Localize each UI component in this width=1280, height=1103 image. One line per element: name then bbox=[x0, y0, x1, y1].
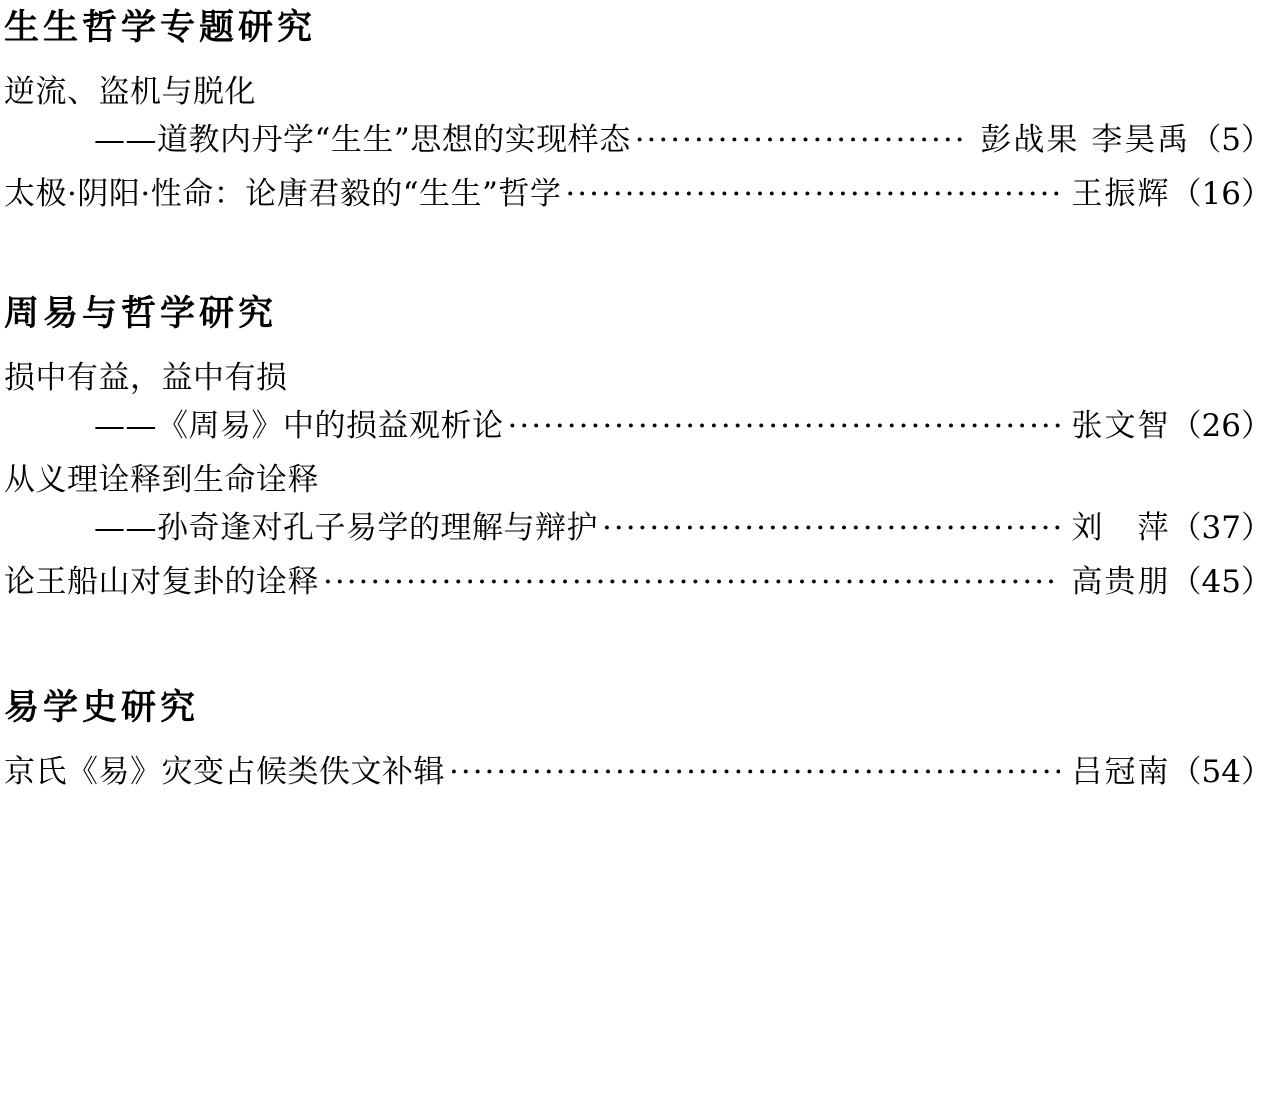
entry-authors: 高贵朋 bbox=[1071, 563, 1171, 600]
section-heading: 易学史研究 bbox=[4, 686, 200, 728]
entry-authors: 吕冠南 bbox=[1071, 753, 1171, 790]
toc-entry[interactable] bbox=[4, 68, 1272, 164]
entry-title-line1: 从义理诠释到生命诠释 bbox=[4, 461, 319, 498]
toc-entry[interactable] bbox=[4, 354, 1272, 450]
dot-leader bbox=[449, 748, 1060, 796]
entry-page-number: （37） bbox=[1170, 509, 1272, 546]
section-heading: 周易与哲学研究 bbox=[4, 292, 278, 334]
toc-entry[interactable] bbox=[4, 558, 1272, 606]
entry-page-number: （16） bbox=[1170, 175, 1272, 212]
entry-title-line1: 太极·阴阳·性命：论唐君毅的“生生”哲学 bbox=[4, 175, 562, 212]
toc-section-yixueshi bbox=[4, 686, 1272, 796]
entry-authors: 王振辉 bbox=[1071, 175, 1171, 212]
entry-single-line-row bbox=[4, 558, 1272, 606]
entry-page-number: （26） bbox=[1170, 407, 1272, 444]
dot-leader bbox=[508, 402, 1060, 450]
toc-section-zhouyi bbox=[4, 292, 1272, 606]
entry-title-line1: 损中有益，益中有损 bbox=[4, 359, 288, 396]
entry-authors: 张文智 bbox=[1071, 407, 1171, 444]
entry-page-number: （54） bbox=[1170, 753, 1272, 790]
entry-title-line1: 逆流、盗机与脱化 bbox=[4, 73, 256, 110]
entry-single-line-row bbox=[4, 170, 1272, 218]
dot-leader bbox=[565, 170, 1059, 218]
dot-leader bbox=[602, 504, 1060, 552]
section-spacer bbox=[4, 612, 1272, 686]
entry-page-number: （45） bbox=[1170, 563, 1272, 600]
dot-leader bbox=[635, 116, 969, 164]
toc-entry[interactable] bbox=[4, 170, 1272, 218]
entry-title-line2: ——道教内丹学“生生”思想的实现样态 bbox=[94, 121, 631, 158]
entry-authors: 彭战果 李昊禹 bbox=[980, 121, 1191, 158]
entry-authors: 刘 萍 bbox=[1071, 509, 1171, 546]
entry-title-line1: 论王船山对复卦的诠释 bbox=[4, 563, 319, 600]
entry-title-line1: 京氏《易》灾变占候类佚文补辑 bbox=[4, 753, 445, 790]
entry-title-line2: ——孙奇逢对孔子易学的理解与辩护 bbox=[94, 509, 598, 546]
dot-leader bbox=[323, 558, 1060, 606]
toc-section-shengsheng bbox=[4, 6, 1272, 218]
entry-title-line2-row bbox=[4, 402, 1272, 450]
section-spacer bbox=[4, 224, 1272, 292]
toc-entry[interactable] bbox=[4, 748, 1272, 796]
entry-single-line-row bbox=[4, 748, 1272, 796]
section-heading: 生生哲学专题研究 bbox=[4, 7, 317, 48]
entry-title-line2: ——《周易》中的损益观析论 bbox=[94, 407, 504, 444]
entry-title-line2-row bbox=[4, 504, 1272, 552]
entry-title-line2-row bbox=[4, 116, 1272, 164]
entry-page-number: （5） bbox=[1190, 121, 1272, 158]
toc-entry[interactable] bbox=[4, 456, 1272, 552]
